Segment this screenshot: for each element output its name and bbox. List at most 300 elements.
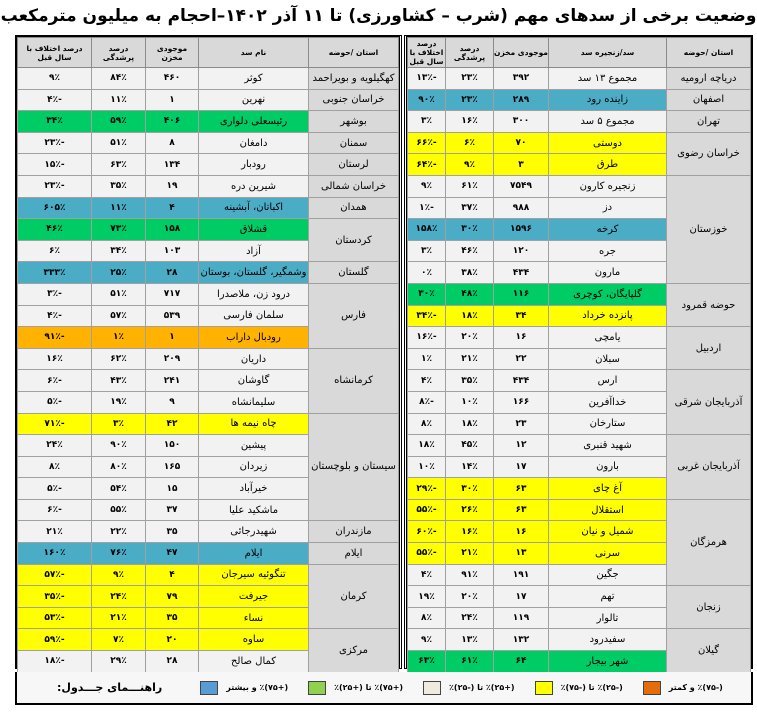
header-dam: سد/زنجیره سد xyxy=(549,38,667,68)
table-row xyxy=(18,629,399,651)
storage-cell: ۱۵۰ xyxy=(146,435,199,457)
diff-percent-cell: -۵۵٪ xyxy=(408,543,446,565)
diff-percent-cell: -۸٪ xyxy=(408,391,446,413)
dam-name-cell: بارون xyxy=(549,456,667,478)
storage-cell: ۱۵۸ xyxy=(146,219,199,241)
storage-cell: ۴۳۴ xyxy=(494,370,549,392)
header-storage: موجودی مخزن xyxy=(146,38,199,68)
table-row xyxy=(18,197,399,219)
legend-item-very-high xyxy=(200,681,288,695)
diff-percent-cell: ۳٪ xyxy=(408,111,446,133)
dam-name-cell: وشمگیر، گلستان، بوستان xyxy=(199,262,309,284)
dam-name-cell: شهید قنبری xyxy=(549,435,667,457)
fill-percent-cell: ۳٪ xyxy=(92,413,146,435)
dam-name-cell: دز xyxy=(549,197,667,219)
legend-label: (+۷۵)٪ تا (+۲۵)٪ xyxy=(334,683,404,692)
storage-cell: ۱۷ xyxy=(494,586,549,608)
fill-percent-cell: ۵۴٪ xyxy=(92,478,146,500)
dam-name-cell: ساوه xyxy=(199,629,309,651)
storage-cell: ۱۳۲ xyxy=(494,629,549,651)
legend-swatch-green xyxy=(308,681,326,695)
dam-name-cell: اکباتان، آبشینه xyxy=(199,197,309,219)
storage-cell: ۲۸ xyxy=(146,651,199,673)
province-cell: همدان xyxy=(309,197,399,219)
diff-percent-cell: ۹۰٪ xyxy=(408,89,446,111)
province-cell: حوضه قمرود xyxy=(667,283,751,326)
storage-cell: ۱۳ xyxy=(494,543,549,565)
dam-name-cell: شهر بیجار xyxy=(549,651,667,673)
table-row xyxy=(408,89,751,111)
fill-percent-cell: ۲۹٪ xyxy=(92,651,146,673)
diff-percent-cell: ۱٪ xyxy=(408,348,446,370)
province-cell: گلستان xyxy=(309,262,399,284)
legend-item-very-low xyxy=(643,681,723,695)
diff-percent-cell: ۰٪ xyxy=(408,262,446,284)
dam-name-cell: سلمان فارسی xyxy=(199,305,309,327)
dam-name-cell: مارون xyxy=(549,262,667,284)
dam-name-cell: زاینده رود xyxy=(549,89,667,111)
table-row xyxy=(408,499,751,521)
diff-percent-cell: -۴٪ xyxy=(18,305,92,327)
dam-name-cell: مجموع ۱۳ سد xyxy=(549,68,667,90)
fill-percent-cell: ۱۱٪ xyxy=(92,197,146,219)
province-cell: خراسان رضوی xyxy=(667,132,751,175)
province-cell: هرمزگان xyxy=(667,499,751,585)
diff-percent-cell: -۱۵٪ xyxy=(18,154,92,176)
header-dam: نام سد xyxy=(199,38,309,68)
storage-cell: ۱ xyxy=(146,327,199,349)
legend-item-low xyxy=(535,681,623,695)
storage-cell: ۶۴ xyxy=(494,651,549,673)
table-row xyxy=(408,283,751,305)
fill-percent-cell: ۹۱٪ xyxy=(446,564,494,586)
fill-percent-cell: ۲۱٪ xyxy=(446,543,494,565)
fill-percent-cell: ۱۰٪ xyxy=(446,391,494,413)
fill-percent-cell: ۱٪ xyxy=(92,327,146,349)
fill-percent-cell: ۱۶٪ xyxy=(446,521,494,543)
diff-percent-cell: -۲۳٪ xyxy=(18,175,92,197)
storage-cell: ۱۶۶ xyxy=(494,391,549,413)
table-row xyxy=(18,262,399,284)
storage-cell: ۱۷ xyxy=(494,456,549,478)
diff-percent-cell: -۵٪ xyxy=(18,478,92,500)
table-legend xyxy=(15,672,753,705)
table-row xyxy=(408,586,751,608)
fill-percent-cell: ۲۵٪ xyxy=(92,262,146,284)
fill-percent-cell: ۶۱٪ xyxy=(446,175,494,197)
fill-percent-cell: ۵۷٪ xyxy=(92,305,146,327)
dam-name-cell: طرق xyxy=(549,154,667,176)
storage-cell: ۲۰ xyxy=(146,629,199,651)
diff-percent-cell: -۱۶٪ xyxy=(408,327,446,349)
dam-name-cell: آزاد xyxy=(199,240,309,262)
dam-name-cell: ارس xyxy=(549,370,667,392)
table-row xyxy=(408,370,751,392)
table-row xyxy=(408,327,751,349)
diff-percent-cell: -۲۳٪ xyxy=(18,132,92,154)
dam-name-cell: تالوار xyxy=(549,607,667,629)
storage-cell: ۲۰۹ xyxy=(146,348,199,370)
dam-name-cell: کوثر xyxy=(199,68,309,90)
diff-percent-cell: ۸٪ xyxy=(408,413,446,435)
storage-cell: ۱۲۰ xyxy=(494,240,549,262)
diff-percent-cell: -۳۴٪ xyxy=(408,305,446,327)
province-cell: مازندران xyxy=(309,521,399,543)
diff-percent-cell: ۳۳۳٪ xyxy=(18,262,92,284)
legend-item-high xyxy=(308,681,403,695)
legend-label: (-۷۵)٪ و کمتر xyxy=(668,683,723,692)
diff-percent-cell: -۵۳٪ xyxy=(18,607,92,629)
fill-percent-cell: ۱۴٪ xyxy=(446,456,494,478)
province-cell: آذربایجان شرقی xyxy=(667,370,751,435)
storage-cell: ۴۷ xyxy=(146,543,199,565)
fill-percent-cell: ۲۳٪ xyxy=(446,89,494,111)
left-dam-table xyxy=(15,35,402,669)
diff-percent-cell: ۹٪ xyxy=(408,175,446,197)
fill-percent-cell: ۵۱٪ xyxy=(92,132,146,154)
fill-percent-cell: ۶۱٪ xyxy=(446,651,494,673)
dam-name-cell: پیشین xyxy=(199,435,309,457)
fill-percent-cell: ۴۸٪ xyxy=(446,283,494,305)
dam-name-cell: آغ چای xyxy=(549,478,667,500)
storage-cell: ۶۳ xyxy=(494,499,549,521)
storage-cell: ۸ xyxy=(146,132,199,154)
table-row xyxy=(18,219,399,241)
fill-percent-cell: ۷٪ xyxy=(92,629,146,651)
dam-name-cell: جگین xyxy=(549,564,667,586)
diff-percent-cell: ۱۰٪ xyxy=(408,456,446,478)
dam-name-cell: سلیمانشاه xyxy=(199,391,309,413)
table-row xyxy=(18,89,399,111)
diff-percent-cell: -۶۶٪ xyxy=(408,132,446,154)
legend-label: (-۲۵)٪ تا (-۷۵)٪ xyxy=(560,683,623,692)
header-diff: درصد اختلاف با سال قبل xyxy=(18,38,92,68)
header-storage: موجودی مخزن xyxy=(494,38,549,68)
diff-percent-cell: ۹٪ xyxy=(408,629,446,651)
province-cell: اصفهان xyxy=(667,89,751,111)
dam-name-cell: سفیدرود xyxy=(549,629,667,651)
province-cell: دریاچه ارومیه xyxy=(667,68,751,90)
dam-name-cell: ستارخان xyxy=(549,413,667,435)
dam-name-cell: رئیسعلی دلواری xyxy=(199,111,309,133)
fill-percent-cell: ۸۴٪ xyxy=(92,68,146,90)
dam-name-cell: زنجیره کارون xyxy=(549,175,667,197)
diff-percent-cell: ۳٪ xyxy=(408,240,446,262)
storage-cell: ۱ xyxy=(146,89,199,111)
storage-cell: ۳۴ xyxy=(494,305,549,327)
storage-cell: ۱۳۴ xyxy=(146,154,199,176)
storage-cell: ۴۲ xyxy=(146,413,199,435)
dam-name-cell: سبلان xyxy=(549,348,667,370)
province-cell: فارس xyxy=(309,283,399,348)
diff-percent-cell: ۸٪ xyxy=(408,607,446,629)
header-fill: درصد پرشدگی xyxy=(92,38,146,68)
fill-percent-cell: ۹٪ xyxy=(92,564,146,586)
province-cell: سیستان و بلوچستان xyxy=(309,413,399,521)
province-cell: خوزستان xyxy=(667,175,751,283)
fill-percent-cell: ۱۸٪ xyxy=(446,305,494,327)
storage-cell: ۱۱۶ xyxy=(494,283,549,305)
storage-cell: ۳۹۲ xyxy=(494,68,549,90)
fill-percent-cell: ۲۴٪ xyxy=(446,607,494,629)
dam-name-cell: شهیدرجائی xyxy=(199,521,309,543)
header-province: استان /حوضه xyxy=(667,38,751,68)
storage-cell: ۹ xyxy=(146,391,199,413)
diff-percent-cell: ۴۶٪ xyxy=(18,219,92,241)
storage-cell: ۱۶ xyxy=(494,521,549,543)
legend-swatch-orange xyxy=(643,681,661,695)
diff-percent-cell: ۶٪ xyxy=(18,240,92,262)
fill-percent-cell: ۲۶٪ xyxy=(446,499,494,521)
fill-percent-cell: ۷۶٪ xyxy=(92,543,146,565)
table-row xyxy=(18,543,399,565)
table-row xyxy=(18,283,399,305)
table-row xyxy=(408,175,751,197)
legend-swatch-neutral xyxy=(423,681,441,695)
diff-percent-cell: ۲۴٪ xyxy=(18,435,92,457)
dam-name-cell: دوستی xyxy=(549,132,667,154)
fill-percent-cell: ۲۱٪ xyxy=(92,607,146,629)
dam-name-cell: نهرین xyxy=(199,89,309,111)
diff-percent-cell: ۱۸٪ xyxy=(408,435,446,457)
fill-percent-cell: ۲۴٪ xyxy=(92,586,146,608)
fill-percent-cell: ۲۰٪ xyxy=(446,327,494,349)
right-table-header xyxy=(408,38,751,68)
diff-percent-cell: ۱۵۸٪ xyxy=(408,219,446,241)
fill-percent-cell: ۴۳٪ xyxy=(92,370,146,392)
dam-name-cell: جیرفت xyxy=(199,586,309,608)
diff-percent-cell: -۶٪ xyxy=(18,370,92,392)
province-cell: ایلام xyxy=(309,543,399,565)
dam-name-cell: تنگوئیه سیرجان xyxy=(199,564,309,586)
diff-percent-cell: -۱۸٪ xyxy=(18,651,92,673)
header-fill: درصد پرشدگی xyxy=(446,38,494,68)
fill-percent-cell: ۳۸٪ xyxy=(446,262,494,284)
dam-name-cell: پانزده خرداد xyxy=(549,305,667,327)
storage-cell: ۲۴۱ xyxy=(146,370,199,392)
dam-name-cell: زیردان xyxy=(199,456,309,478)
fill-percent-cell: ۹۰٪ xyxy=(92,435,146,457)
storage-cell: ۲۸ xyxy=(146,262,199,284)
storage-cell: ۲۲ xyxy=(494,348,549,370)
storage-cell: ۱۶ xyxy=(494,327,549,349)
dam-name-cell: شیرین دره xyxy=(199,175,309,197)
legend-label: (+۲۵)٪ تا (-۲۵)٪ xyxy=(449,683,515,692)
diff-percent-cell: ۳۰٪ xyxy=(408,283,446,305)
dam-name-cell: گاوشان xyxy=(199,370,309,392)
table-row xyxy=(18,348,399,370)
fill-percent-cell: ۳۴٪ xyxy=(92,240,146,262)
diff-percent-cell: -۶٪ xyxy=(18,499,92,521)
storage-cell: ۳۵ xyxy=(146,607,199,629)
right-dam-table xyxy=(404,35,753,669)
storage-cell: ۴ xyxy=(146,564,199,586)
fill-percent-cell: ۵۵٪ xyxy=(92,499,146,521)
diff-percent-cell: -۵۹٪ xyxy=(18,629,92,651)
fill-percent-cell: ۳۷٪ xyxy=(446,197,494,219)
storage-cell: ۷۵۴۹ xyxy=(494,175,549,197)
province-cell: کهگیلویه و بویراحمد xyxy=(309,68,399,90)
header-province: استان /حوضه xyxy=(309,38,399,68)
dam-name-cell: استقلال xyxy=(549,499,667,521)
storage-cell: ۷۱۷ xyxy=(146,283,199,305)
legend-swatch-yellow xyxy=(535,681,553,695)
storage-cell: ۳۰۰ xyxy=(494,111,549,133)
legend-label: (+۷۵)٪ و بیشتر xyxy=(226,683,289,692)
diff-percent-cell: ۲۱٪ xyxy=(18,521,92,543)
fill-percent-cell: ۲۳٪ xyxy=(446,68,494,90)
province-cell: آذربایجان غربی xyxy=(667,435,751,500)
diff-percent-cell: -۵٪ xyxy=(18,391,92,413)
province-cell: کرمان xyxy=(309,564,399,629)
storage-cell: ۴ xyxy=(146,197,199,219)
table-row xyxy=(18,154,399,176)
table-row xyxy=(408,111,751,133)
dam-name-cell: کمال صالح xyxy=(199,651,309,673)
dam-name-cell: قشلاق xyxy=(199,219,309,241)
storage-cell: ۵۳۹ xyxy=(146,305,199,327)
storage-cell: ۴۶۰ xyxy=(146,68,199,90)
fill-percent-cell: ۴۶٪ xyxy=(446,240,494,262)
table-row xyxy=(18,132,399,154)
table-row xyxy=(18,68,399,90)
storage-cell: ۷۰ xyxy=(494,132,549,154)
diff-percent-cell: -۶۰٪ xyxy=(408,521,446,543)
fill-percent-cell: ۳۵٪ xyxy=(92,175,146,197)
dam-name-cell: ماشکید علیا xyxy=(199,499,309,521)
header-diff: درصد اختلاف با سال قبل xyxy=(408,38,446,68)
fill-percent-cell: ۷۳٪ xyxy=(92,219,146,241)
dam-name-cell: ایلام xyxy=(199,543,309,565)
fill-percent-cell: ۹٪ xyxy=(446,154,494,176)
fill-percent-cell: ۳۵٪ xyxy=(446,370,494,392)
legend-item-neutral xyxy=(423,681,515,695)
fill-percent-cell: ۶۳٪ xyxy=(92,154,146,176)
dam-name-cell: داریان xyxy=(199,348,309,370)
storage-cell: ۱۵ xyxy=(146,478,199,500)
storage-cell: ۷۹ xyxy=(146,586,199,608)
table-row xyxy=(18,413,399,435)
province-cell: زنجان xyxy=(667,586,751,629)
storage-cell: ۴۰۶ xyxy=(146,111,199,133)
fill-percent-cell: ۵۱٪ xyxy=(92,283,146,305)
dam-name-cell: خداآفرین xyxy=(549,391,667,413)
table-row xyxy=(408,435,751,457)
province-cell: اردبیل xyxy=(667,327,751,370)
diff-percent-cell: -۴٪ xyxy=(18,89,92,111)
storage-cell: ۱۲ xyxy=(494,435,549,457)
dam-name-cell: چاه نیمه ها xyxy=(199,413,309,435)
province-cell: سمنان xyxy=(309,132,399,154)
dam-name-cell: خیرآباد xyxy=(199,478,309,500)
dam-name-cell: شمیل و نیان xyxy=(549,521,667,543)
fill-percent-cell: ۲۲٪ xyxy=(92,521,146,543)
fill-percent-cell: ۱۳٪ xyxy=(446,629,494,651)
fill-percent-cell: ۱۱٪ xyxy=(92,89,146,111)
fill-percent-cell: ۱۹٪ xyxy=(92,391,146,413)
province-cell: گیلان xyxy=(667,629,751,672)
diff-percent-cell: -۳۵٪ xyxy=(18,586,92,608)
dam-name-cell: کرخه xyxy=(549,219,667,241)
diff-percent-cell: ۱۹٪ xyxy=(408,586,446,608)
table-row xyxy=(18,175,399,197)
storage-cell: ۳۷ xyxy=(146,499,199,521)
province-cell: خراسان شمالی xyxy=(309,175,399,197)
province-cell: مرکزی xyxy=(309,629,399,672)
table-row xyxy=(18,521,399,543)
table-row xyxy=(408,132,751,154)
storage-cell: ۳ xyxy=(494,154,549,176)
page-title: وضعیت برخی از سدهای مهم (شرب – کشاورزی) تا ۱۱ آذر ۱۴۰۲–احجام به میلیون مترمکعب xyxy=(0,6,757,26)
fill-percent-cell: ۶٪ xyxy=(446,132,494,154)
diff-percent-cell: -۳٪ xyxy=(18,283,92,305)
table-row xyxy=(18,564,399,586)
storage-cell: ۱۹۱ xyxy=(494,564,549,586)
province-cell: کرمانشاه xyxy=(309,348,399,413)
province-cell: کردستان xyxy=(309,219,399,262)
fill-percent-cell: ۳۰٪ xyxy=(446,478,494,500)
diff-percent-cell: -۱٪ xyxy=(408,197,446,219)
dam-name-cell: مجموع ۵ سد xyxy=(549,111,667,133)
storage-cell: ۱۶۵ xyxy=(146,456,199,478)
dam-name-cell: نساء xyxy=(199,607,309,629)
storage-cell: ۱۰۳ xyxy=(146,240,199,262)
diff-percent-cell: -۵۷٪ xyxy=(18,564,92,586)
dam-name-cell: درود زن، ملاصدرا xyxy=(199,283,309,305)
diff-percent-cell: -۶۴٪ xyxy=(408,154,446,176)
fill-percent-cell: ۱۶٪ xyxy=(446,111,494,133)
diff-percent-cell: ۸٪ xyxy=(18,456,92,478)
diff-percent-cell: ۶۳٪ xyxy=(408,651,446,673)
diff-percent-cell: -۹۱٪ xyxy=(18,327,92,349)
storage-cell: ۶۳ xyxy=(494,478,549,500)
diff-percent-cell: ۱۶۰٪ xyxy=(18,543,92,565)
fill-percent-cell: ۲۰٪ xyxy=(446,586,494,608)
storage-cell: ۱۹ xyxy=(146,175,199,197)
table-row xyxy=(18,111,399,133)
storage-cell: ۲۸۹ xyxy=(494,89,549,111)
dam-name-cell: دامغان xyxy=(199,132,309,154)
diff-percent-cell: ۶۰۵٪ xyxy=(18,197,92,219)
storage-cell: ۱۱۹ xyxy=(494,607,549,629)
fill-percent-cell: ۵۹٪ xyxy=(92,111,146,133)
diff-percent-cell: -۷۱٪ xyxy=(18,413,92,435)
diff-percent-cell: -۵۵٪ xyxy=(408,499,446,521)
dam-name-cell: یامچی xyxy=(549,327,667,349)
fill-percent-cell: ۲۱٪ xyxy=(446,348,494,370)
storage-cell: ۱۵۹۶ xyxy=(494,219,549,241)
dam-name-cell: گلپایگان، کوچری xyxy=(549,283,667,305)
fill-percent-cell: ۸۰٪ xyxy=(92,456,146,478)
storage-cell: ۴۳۴ xyxy=(494,262,549,284)
storage-cell: ۲۳ xyxy=(494,413,549,435)
storage-cell: ۳۵ xyxy=(146,521,199,543)
diff-percent-cell: -۱۳٪ xyxy=(408,68,446,90)
dam-name-cell: جره xyxy=(549,240,667,262)
province-cell: تهران xyxy=(667,111,751,133)
diff-percent-cell: ۴٪ xyxy=(408,564,446,586)
province-cell: خراسان جنوبی xyxy=(309,89,399,111)
table-row xyxy=(408,629,751,651)
province-cell: لرستان xyxy=(309,154,399,176)
dam-name-cell: سرنی xyxy=(549,543,667,565)
diff-percent-cell: ۹٪ xyxy=(18,68,92,90)
table-row xyxy=(408,68,751,90)
fill-percent-cell: ۳۰٪ xyxy=(446,219,494,241)
diff-percent-cell: ۱۶٪ xyxy=(18,348,92,370)
diff-percent-cell: -۲۹٪ xyxy=(408,478,446,500)
province-cell: بوشهر xyxy=(309,111,399,133)
